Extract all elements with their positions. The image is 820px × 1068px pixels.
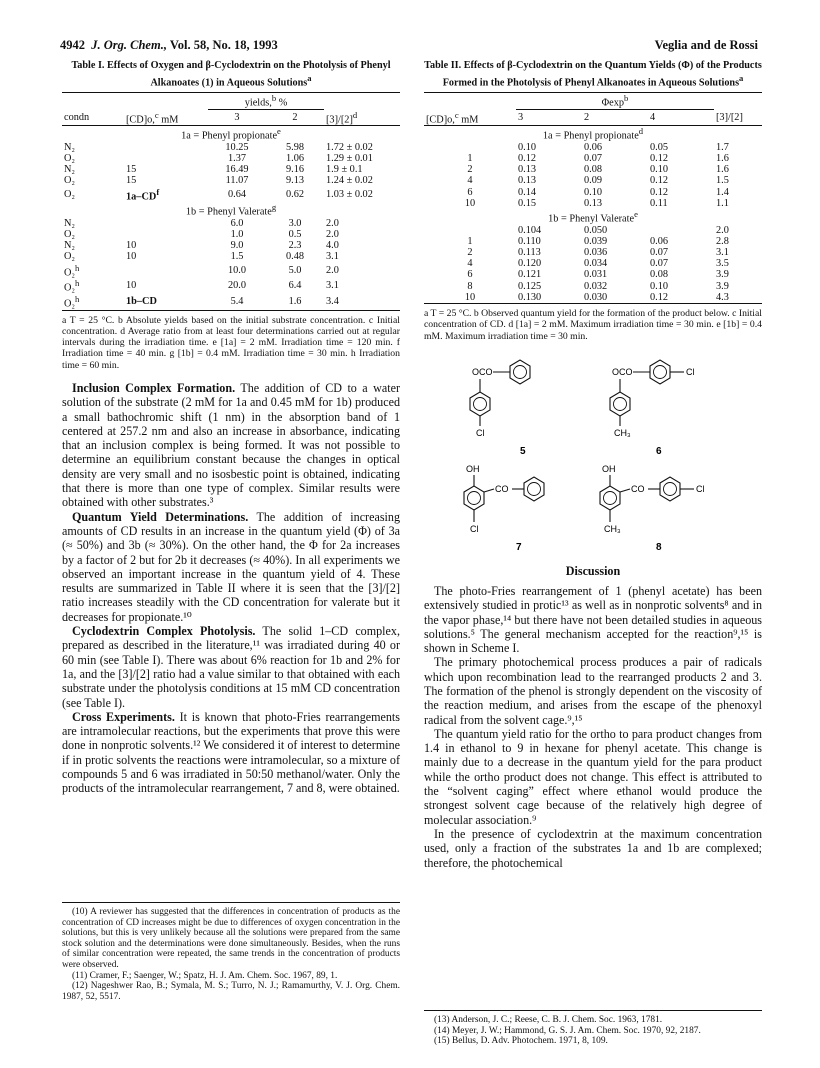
t1-h4: [3]/[2] [326,113,353,125]
table2-group-header [516,93,714,110]
table-row [424,142,762,153]
t2-h-3: 3 [516,110,582,126]
table-cell: 3.9 [716,280,729,292]
table-cell: N₂ [64,164,76,176]
t2-h0-mark: c [454,109,459,120]
table-cell: 10 [126,280,137,292]
text-complex: The solid 1–CD complex, prepared as described in the literature,¹¹ was irradiated during 40 or 60 min (see Table I). There was about 6% reaction for 1b and 2% for 1a, and the [3]/[2] ratio had a value similar to that obtained with each substrate under the photolysis conditions at 15 mM CD concentration (see Table I). [62,624,400,710]
table-cell: 1.0 [230,229,244,241]
t1-h4-mark: d [352,109,358,120]
table-cell: 2.0 [326,229,339,241]
table-cell: 0.039 [584,235,608,247]
t1-h-condn [62,110,124,126]
table2-header-row [424,110,762,126]
table-row [424,175,762,186]
table-row [62,187,400,203]
table2-section-b [424,209,762,225]
table-row [424,292,762,304]
table-cell: 20.0 [227,280,247,292]
t2-gh-text: Φexp [601,97,625,109]
table-cell: 0.125 [518,280,542,292]
table-cell: O₂ [64,188,76,200]
para-quantum [62,510,400,624]
table-cell: 0.09 [584,175,603,187]
table-cell [424,142,516,153]
table-cell: 1.9 ± 0.1 [326,164,363,176]
head-complex: Cyclodextrin Complex Photolysis. [72,624,256,639]
table-cell: 0.13 [518,164,537,176]
s7-ring-b-circle [528,482,541,495]
cell-footnote-mark: h [75,278,80,289]
s7-co-bond [484,489,494,492]
table-cell: 3.1 [716,247,729,259]
table-cell: O₂ [64,251,76,263]
table-cell: 0.08 [650,269,669,281]
table-cell: 1.24 ± 0.02 [326,175,373,187]
table1-rows-a [62,142,400,202]
s8-co: CO [631,483,645,494]
t1-h1-mark: c [154,109,159,120]
t1-gh-unit: % [278,97,288,109]
table1-footnote: a T = 25 °C. b Absolute yields based on the initial substrate concentration. c Initial concentration. d Average ratio from at least four determinations carried out at regular intervals during the irradiation time. e [1a] = 2 mM. Irradiation time = 120 min. f Irradiation time = 40 min. g [1b] = 0.4 mM. Irradiation time = 30 min. h Irradiation time = 60 min. [62,314,400,371]
t2-h-2: 2 [582,110,648,126]
table-cell: 0.110 [518,235,541,247]
left-body [62,381,400,796]
s7-number: 7 [516,541,522,553]
table2-section-a [424,126,762,142]
table-cell: 0.06 [584,141,603,153]
s6-top-ring [650,360,670,384]
t1-h-3: 3 [208,110,266,126]
table-cell: 0.050 [584,224,608,236]
table-cell: 1.6 [716,152,729,164]
s7-sub: Cl [470,523,479,534]
table-cell: 5.98 [285,141,305,153]
table-cell: 5.0 [288,264,302,276]
table-cell: 0.12 [650,152,669,164]
table-row [62,153,400,164]
cell-footnote-mark: h [75,262,80,273]
s8-oh: OH [602,463,616,474]
table-row [424,153,762,164]
structures-svg [424,348,762,560]
table2-caption [424,60,762,89]
table-cell: 2.0 [326,264,339,276]
t2-h-cd [424,110,516,126]
table-cell: 10 [126,240,137,252]
table1-caption-text: Table I. Effects of Oxygen and β-Cyclodextrin on the Photolysis of Phenyl Alkanoates (1) in Aqueous Solutions [71,60,391,89]
table-cell: 0.030 [584,291,608,303]
table-cell: 4 [467,175,473,187]
table-row [62,240,400,251]
table-cell: 1.6 [288,296,302,308]
discussion-body [424,584,762,870]
table-cell: 1 [467,235,473,247]
table-row [424,225,762,236]
s7-ring-b [524,477,544,501]
table-cell: 0.034 [584,258,608,270]
table-cell: 0.10 [518,141,537,153]
table-cell: 0.07 [650,258,669,270]
table-cell: 2 [467,164,473,176]
table-cell: 1.03 ± 0.02 [326,188,373,200]
structure-7 [464,464,544,553]
table1-header-row [62,110,400,126]
table-cell: 0.12 [650,186,669,198]
s5-sub: Cl [476,427,485,438]
table-cell: 15 [126,164,137,176]
s8-sub: CH₃ [604,523,621,534]
table1 [62,92,400,310]
t2-sec-b-mark: e [634,208,638,219]
cell-footnote-mark: f [156,186,160,197]
t1-gh-text: yields, [244,97,272,109]
table-cell: 0.5 [288,229,302,241]
t1-h-ratio [324,110,400,126]
ref-13: (13) Anderson, J. C.; Reese, C. B. J. Chem. Soc. 1963, 1781. [434,1015,663,1025]
s5-number: 5 [520,445,526,457]
table-cell: 0.05 [650,141,669,153]
page-number: 4942 [60,38,85,52]
disc-p1: The photo-Fries rearrangement of 1 (phenyl acetate) has been extensively studied in protic¹³ as well as in nonprotic solvents⁸ and in the vapor phase,¹⁴ but there have not been detailed studies in aqueous solutions.⁵ The general mechanism accepted for the reaction⁹,¹⁵ is shown in Scheme I. [424,583,762,656]
table-cell: 8 [467,280,473,292]
table-cell: 3.1 [326,251,339,263]
table-cell: 0.13 [584,197,603,209]
table1-section-b [62,202,400,218]
table-row [62,251,400,262]
table-cell: 10.0 [227,264,247,276]
discussion-heading: Discussion [565,563,621,578]
table-cell: O₂ [64,175,76,187]
table1-caption [62,60,400,89]
para-complex [62,624,400,710]
t1-h1-unit: mM [158,113,179,125]
cell-footnote-mark: h [75,293,80,304]
table-cell: 0.07 [584,152,603,164]
table-row [62,263,400,279]
s6-sub2: Cl [686,366,695,377]
table-cell: 0.12 [650,291,669,303]
table-row [62,278,400,294]
s7-ring-a [464,486,484,510]
table2 [424,92,762,304]
structure-6 [610,360,695,457]
footnote-12: (12) Nageshwer Rao, B.; Symala, M. S.; Turro, N. J.; Ramamurthy, V. J. Org. Chem. 1987, 52, 5517. [62,981,400,1002]
s6-group: OCO [612,366,633,377]
table1-group-header [208,93,324,110]
t1-h-cd [124,110,208,126]
table-cell: 1 [467,152,473,164]
table-row [424,198,762,209]
table-cell: 9.16 [285,164,305,176]
table-cell: 1.37 [227,152,247,164]
table-cell: 10.25 [225,141,249,153]
para-cross [62,710,400,796]
t2-h0-unit: mM [458,113,479,125]
table-cell: 4.0 [326,240,339,252]
table2-group-header-row [424,93,762,110]
table-cell: 6 [467,186,473,198]
s6-top-ring-circle [654,365,667,378]
s8-ring-b [660,477,680,501]
table-cell: 0.64 [227,188,247,200]
t2-sec-a-mark: d [638,126,644,137]
t1-sec-b-cell [62,202,400,218]
table-cell: 3.4 [326,296,339,308]
table-cell: 1.72 ± 0.02 [326,141,373,153]
s6-sub: CH₃ [614,427,631,438]
table-cell: 1.06 [285,152,305,164]
footnote-11: (11) Cramer, F.; Saenger, W.; Spatz, H. J. Am. Chem. Soc. 1967, 89, 1. [72,970,338,981]
table-cell [124,142,208,153]
t2-gh-mark: b [624,93,629,104]
journal-name: J. Org. Chem., [91,38,167,52]
s8-number: 8 [656,541,662,553]
s6-bottom-ring-circle [614,397,627,410]
table-cell: O₂$^h$ [64,293,80,310]
table-cell: 2.0 [716,224,729,236]
table-cell: 1b–CD [126,296,157,308]
table-cell: 1.7 [716,141,729,153]
head-quantum: Quantum Yield Determinations. [72,509,249,524]
text-inclusion: The addition of CD to a water solution of the substrate (2 mM for 1a and 0.45 mM for 1b) produced a small bathochromic shift (1 nm) in the absorption band of 1 centered at 257.2 nm and also an increase in absorbance, indicating that an inclusion complex is being formed. It was not possible to determine an equilibrium constant because the changes in optical density are very small and no isosbestic point is obtained, indicating that there is more than one type of complex. Similar results were obtained with other substrates.³ [62,381,400,510]
table-cell: 1.5 [716,175,729,187]
s5-top-ring-circle [514,365,527,378]
table-cell [648,225,714,236]
text-quantum: The addition of increasing amounts of CD results in an increase in the quantum yield (Φ) of 3a (≈ 50%) and 3b (≈ 30%). On the other hand, the Φ for 2a increases by a factor of 2 but for 2b it decreases (≈ 40%). In all experiments we observed an important increase in the quantum yield of 4. These results are summarized in Table II where it is seen that the [3]/[2] ratio increases steadily with the CD concentration for valerate but it decreases for propionate.¹⁰ [62,509,400,624]
t2-h-4: 4 [648,110,714,126]
table-cell: 0.62 [285,188,305,200]
left-column [62,60,400,796]
t2-sec-b-cell [424,209,762,225]
s5-bottom-ring-circle [474,397,487,410]
table-cell: 9.13 [285,175,305,187]
s5-top-ring [510,360,530,384]
table-row [424,236,762,247]
t1-sec-b-label: 1b = Phenyl Valerate [185,206,272,218]
table-row [62,218,400,229]
right-column [424,60,762,870]
table-cell: N₂ [64,240,76,252]
footnotes [62,902,400,1002]
s7-oh: OH [466,463,480,474]
table-cell: 10 [126,251,137,263]
t2-sec-b-label: 1b = Phenyl Valerate [548,213,635,225]
table2-caption-mark: a [739,73,744,83]
table-cell: O₂ [64,229,76,241]
s6-number: 6 [656,445,662,457]
s8-ring-b-circle [664,482,677,495]
table-cell: 0.10 [650,164,669,176]
s5-group: OCO [472,366,493,377]
table-cell: N₂ [64,141,76,153]
table-cell: 1.5 [230,251,244,263]
t1-h0: condn [64,111,90,123]
s7-co: CO [495,483,509,494]
t1-sec-a-label: 1a = Phenyl propionate [181,130,278,142]
table-cell: 0.120 [518,258,542,270]
table-row [424,269,762,280]
disc-p2: The primary photochemical process produces a pair of radicals which upon recombination lead to the rearranged products 2 and 3. The formation of the phenol is strongly dependent on the viscosity of the reaction medium, and arises from the escape of the phenoxyl radical from the solvent cage.⁹,¹⁵ [424,655,762,727]
head-cross: Cross Experiments. [72,709,175,724]
s7-ring-a-circle [468,491,481,504]
s5-bottom-ring [470,392,490,416]
table-cell [124,263,208,279]
table-row [424,247,762,258]
table-cell: 0.06 [650,235,669,247]
table-cell: 0.10 [650,280,669,292]
table-cell: 0.11 [650,197,668,209]
table-cell: 0.13 [518,175,537,187]
table-cell: 16.49 [225,164,249,176]
table-cell: 6 [467,269,473,281]
structure-5 [470,360,530,457]
table-cell: 6.4 [288,280,302,292]
t2-h0: [CD]o, [426,113,455,125]
table-cell: 0.036 [584,247,608,259]
table-cell: 0.113 [518,247,541,259]
table1-rows-b [62,218,400,310]
table-row [424,187,762,198]
table1-caption-mark: a [307,73,312,83]
table-row [424,258,762,269]
header-authors: Veglia and de Rossi [654,38,758,52]
t1-gh-mark: b [271,93,277,104]
table-cell: N₂ [64,217,76,229]
table1-section-a [62,126,400,142]
running-header [60,38,758,54]
table-cell: 2.8 [716,235,729,247]
table-cell: 0.12 [650,175,669,187]
structure-8 [600,464,705,553]
s6-bottom-ring [610,392,630,416]
table-cell [124,218,208,229]
table-row [62,175,400,186]
table-cell: 3.1 [326,280,339,292]
table-row [62,229,400,240]
table-row [62,294,400,310]
table2-rows-b [424,225,762,304]
table-cell: 0.48 [285,251,305,263]
table-cell: 4 [467,258,473,270]
table-cell: 1.1 [716,197,729,209]
table-row [424,281,762,292]
table-cell: 2.3 [288,240,302,252]
t1-h1: [CD]o, [126,113,155,125]
table-cell: O₂$^h$ [64,262,80,279]
table-cell: 0.07 [650,247,669,259]
table-cell: 0.12 [518,152,537,164]
para-inclusion [62,381,400,510]
journal-volume: Vol. 58, No. 18, 1993 [169,38,278,52]
s8-ring-a-circle [604,491,617,504]
table2-caption-text: Table II. Effects of β-Cyclodextrin on the Quantum Yields (Φ) of the Products Formed in the Photolysis of Phenyl Alkanoates in Aqueous Solutions [424,60,762,89]
table-cell: 0.14 [518,186,537,198]
table-cell: 1.4 [716,186,729,198]
disc-p4: In the presence of cyclodextrin at the maximum concentration used, only a fraction of the substrates 1a and 1b are complexed; therefore, the photochemical [424,826,762,870]
structures-figure [424,348,762,560]
table-cell: 1.6 [716,164,729,176]
table-cell: 0.10 [584,186,603,198]
table1-group-header-row [62,93,400,110]
table-cell: 9.0 [230,240,244,252]
table-cell: 6.0 [230,217,244,229]
table-cell: 2.0 [326,217,339,229]
table-cell: 0.032 [584,280,608,292]
ref-15: (15) Bellus, D. Adv. Photochem. 1971, 8, 109. [434,1036,608,1047]
t1-sec-a-mark: e [277,126,281,137]
table-cell: 10 [464,197,476,209]
table2-footnote: a T = 25 °C. b Observed quantum yield for the formation of the product below. c Initial concentration of CD. d [1a] = 2 mM. Maximum irradiation time = 30 min. e [1b] = 0.4 mM. Maximum irradiation time = 30 min. [424,308,762,342]
table-cell: 11.07 [225,175,249,187]
t1-sec-a-cell [62,126,400,142]
t2-h-ratio: [3]/[2] [714,110,762,126]
t2-sec-a-cell [424,126,762,142]
table-cell: 2 [467,247,473,259]
table-cell [424,225,516,236]
s8-co-bond [620,489,630,492]
header-left [60,38,278,53]
head-inclusion: Inclusion Complex Formation. [72,381,236,395]
table-cell: 0.130 [518,291,542,303]
table-cell: 0.121 [518,269,542,281]
table-cell: 3.9 [716,269,729,281]
references [424,1010,762,1047]
table-cell: 0.08 [584,164,603,176]
t1-h-2: 2 [266,110,324,126]
table-cell: 0.104 [518,224,542,236]
ref-14: (14) Meyer, J. W.; Hammond, G. S. J. Am. Chem. Soc. 1970, 92, 2187. [434,1025,701,1036]
table-cell: 10 [464,291,476,303]
table-cell: O₂$^h$ [64,278,80,294]
footnote-10: (10) A reviewer has suggested that the differences in concentration of products as the concentration of CD increases might be due to differences of oxygen concentration in the solutions, but this is very unlikely because all the solutions were prepared from the same stock solution and the determinations were done simultaneously. Besides, when the runs of similar concentration were repeated, the same trends in the concentration of products were observed. [62,907,400,970]
table-row [424,164,762,175]
table-cell: 0.031 [584,269,608,281]
table-cell: 0.15 [518,197,537,209]
text-cross: It is known that photo-Fries rearrangements are intramolecular reactions, but the experiments that prove this were done in nonprotic solvents.¹² We considered it of interest to determine if in protic solvents the reactions were intramolecular, so a mixture of compounds 5 and 6 was irradiated in 50:50 methanol/water. Only the products of the intramolecular rearrangement, 7 and 8, were obtained. [62,709,400,796]
table-cell: 1.29 ± 0.01 [326,152,373,164]
table-cell: O₂ [64,152,76,164]
table-cell: 3.5 [716,258,729,270]
table-cell [124,229,208,240]
table-row [62,142,400,153]
table-cell: 3.0 [288,217,302,229]
s8-sub2: Cl [696,483,705,494]
t1-sec-b-mark: g [271,202,277,213]
table-cell [124,153,208,164]
table-cell: $1a-CD^f$ [126,186,160,202]
t2-sec-a-label: 1a = Phenyl propionate [542,130,639,142]
table-cell: 4.3 [716,291,729,303]
table-cell: 5.4 [230,296,244,308]
disc-p3: The quantum yield ratio for the ortho to para product changes from 1.4 in ethanol to 9 in hexane for phenyl acetate. This change is mainly due to a decrease in the quantum yield for the para product while the ortho product does not change. This effect is attributed to the “solvent caging” effect where ethanol would produce the strongest solvent cage because of the relatively high degree of molecular association.⁹ [424,726,762,827]
table-cell: 15 [126,175,137,187]
table-row [62,164,400,175]
table2-rows-a [424,142,762,209]
s8-ring-a [600,486,620,510]
